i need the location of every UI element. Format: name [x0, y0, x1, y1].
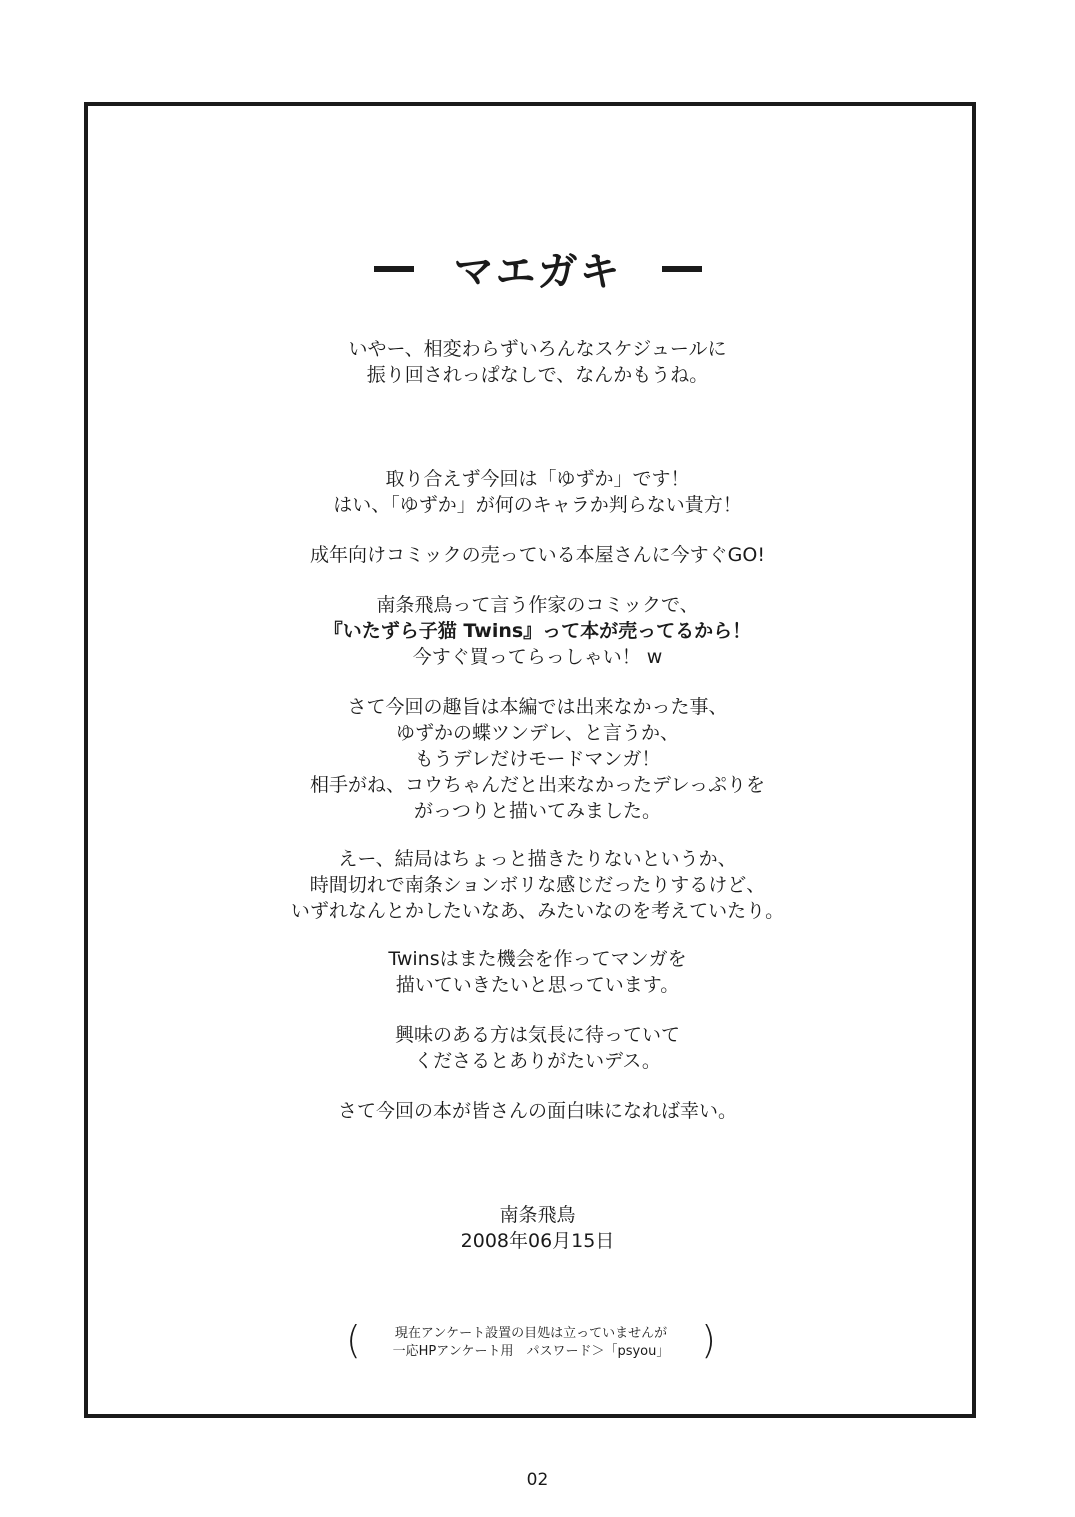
- text-line: もうデレだけモードマンガ！: [414, 748, 661, 770]
- note-line: 一応HPアンケート用 パスワード＞「psyou」: [392, 1344, 670, 1359]
- text-line: 成年向けコミックの売っている本屋さんに今すぐGO!: [310, 544, 765, 566]
- page-number: 02: [526, 1470, 549, 1490]
- title-text: マエガキ: [453, 249, 622, 295]
- text-line: 『いたずら子猫 Twins』って本が売ってるから！: [323, 620, 752, 642]
- paragraph-9: [0, 1098, 1075, 1124]
- text-line: えー、結局はちょっと描きたりないというか、: [338, 848, 737, 870]
- text-line: 相手がね、コウちゃんだと出来なかったデレっぷりを: [309, 774, 766, 796]
- text-line: いずれなんとかしたいなあ、みたいなのを考えていたり。: [290, 900, 785, 922]
- text-line: ゆずかの蝶ツンデレ、と言うか、: [395, 722, 680, 744]
- author-name: 南条飛鳥: [499, 1204, 576, 1226]
- text-line: Twinsはまた機会を作ってマンガを: [388, 948, 687, 970]
- paragraph-1: [0, 336, 1075, 388]
- text-line: さて今回の趣旨は本編では出来なかった事、: [347, 696, 728, 718]
- paragraph-2: [0, 466, 1075, 518]
- note-line: 現在アンケート設置の目処は立っていませんが: [394, 1326, 668, 1341]
- text-line: 時間切れで南条ションボリな感じだったりするけど、: [309, 874, 766, 896]
- paragraph-8: [0, 1022, 1075, 1074]
- paragraph-4: [0, 592, 1075, 670]
- text-line: 振り回されっぱなしで、なんかもうね。: [366, 364, 709, 386]
- text-line: 今すぐ買ってらっしゃい！ w: [412, 646, 663, 668]
- signature-date: 2008年06月15日: [460, 1230, 615, 1252]
- paragraph-3: [0, 542, 1075, 568]
- text-line: さて今回の本が皆さんの面白味になれば幸い。: [337, 1100, 737, 1122]
- text-line: 南条飛鳥って言う作家のコミックで、: [376, 594, 699, 616]
- text-line: がっつりと描いてみました。: [413, 800, 661, 822]
- paragraph-7: [0, 946, 1075, 998]
- title-dash-left: [374, 266, 414, 272]
- text-line: 描いていきたいと思っています。: [395, 974, 680, 996]
- text-line: はい、「ゆずか」が何のキャラか判らない貴方！: [333, 494, 742, 516]
- note-text: [368, 1325, 694, 1361]
- password-note: [346, 1318, 716, 1364]
- page-title: [0, 240, 1075, 297]
- title-dash-right: [662, 266, 702, 272]
- note-paren-left: (: [346, 1318, 361, 1362]
- text-line: 取り合えず今回は「ゆずか」です！: [385, 468, 690, 490]
- paragraph-6: [0, 846, 1075, 924]
- text-line: 興味のある方は気長に待っていて: [394, 1024, 680, 1046]
- signature: [0, 1202, 1075, 1254]
- paragraph-5: [0, 694, 1075, 824]
- note-paren-right: ): [701, 1318, 716, 1362]
- text-line: いやー、相変わらずいろんなスケジュールに: [348, 338, 727, 360]
- text-line: くださるとありがたいデス。: [414, 1050, 661, 1072]
